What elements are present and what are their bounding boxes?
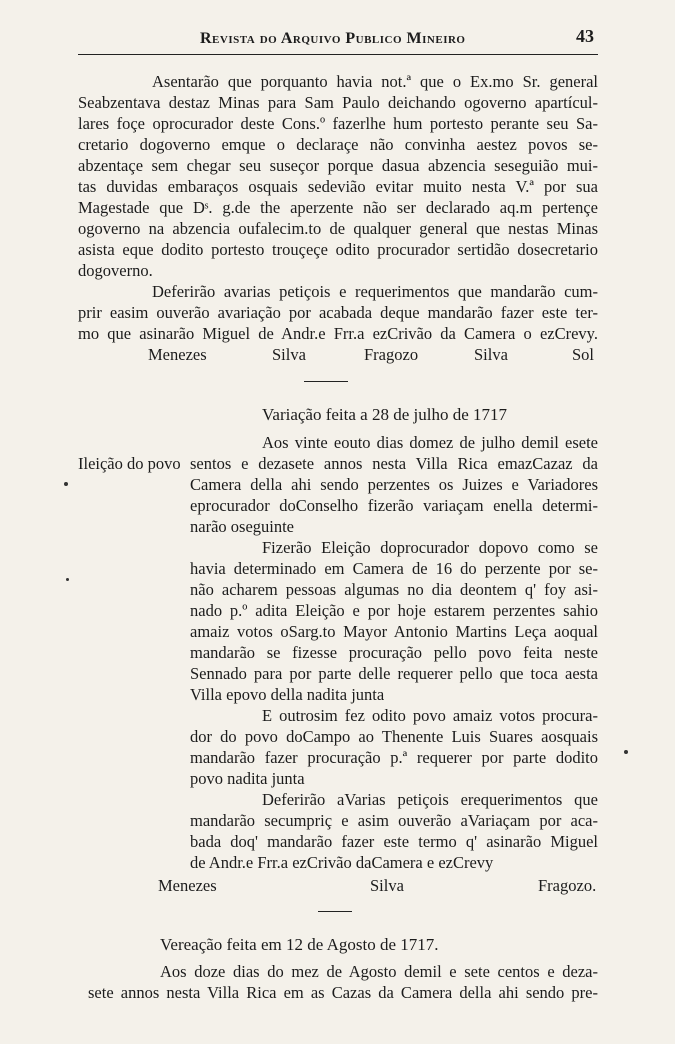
section-heading: Variação feita a 28 de julho de 1717 [262,405,507,424]
paragraph-line: E outrosim fez odito povo amaiz votos procura- [262,706,598,725]
journal-title: Revista do Arquivo Publico Mineiro [200,30,466,47]
paragraph-line: cretario dogoverno emque o declaraçe não convinha aestez povos se- [78,135,598,154]
paragraph-line: mandarão fazer procuração p.ª requerer por parte dodito [190,748,598,767]
section-divider [304,381,348,382]
paragraph-line: dor do povo doCampo ao Thenente Luis Suares aosquais [190,727,598,746]
paragraph-line: mandarão secumpriç e asim ouverão aVariaçam por aca- [190,811,598,830]
paragraph-line: Seabzentava destaz Minas para Sam Paulo deichando ogoverno apartícul- [78,93,598,112]
paragraph-line: mandarão se fizesse procuração pello povo feita neste [190,643,598,662]
signature: Sol [572,345,595,364]
paragraph-line: Asentarão que porquanto havia not.ª que o Ex.mo Sr. general [152,72,598,91]
paragraph-line: havia determinado em Camera de 16 do perzente por se- [190,559,598,578]
signature: Menezes [158,876,217,895]
paragraph-line: Aos doze dias do mez de Agosto demil e sete centos e deza- [160,962,598,981]
paragraph-line: Camera della ahi sendo perzentes os Juizes e Variadores [190,475,598,494]
paragraph-line: nado p.º adita Eleição e por hoje estarem perzentes sahio [190,601,598,620]
paragraph-line: sentos e dezasete annos nesta Villa Rica emazCazaz da [190,454,598,473]
paragraph-line: povo nadita junta [190,769,305,788]
paragraph-line: Deferirão avarias petiçois e requerimentos que mandarão cum- [152,282,598,301]
margin-speck [66,578,69,581]
signature: Fragozo. [538,876,597,895]
paragraph-line: sete annos nesta Villa Rica em as Cazas da Camera della ahi sendo pre- [88,983,598,1002]
signature: Silva [370,876,404,895]
paragraph-line: Magestade que Dˢ. g.de the aperzente não ser declarado aq.m pertençe [78,198,598,217]
paragraph-line: asista eque dodito portesto trouçeçe odito procurador sertidão dosecretario [78,240,598,259]
margin-note: Ileição do povo [78,454,181,473]
paragraph-line: prir easim ouverão avariação por acabada deque mandarão fazer este ter- [78,303,598,322]
margin-speck [64,482,68,486]
paragraph-line: de Andr.e Frr.a ezCrivão daCamera e ezCrevy [190,853,494,872]
paragraph-line: narão oseguinte [190,517,295,536]
paragraph-line: abzentaçe sem chegar seu suseçor porque dasua abzencia seseguião mui- [78,156,598,175]
paragraph-line: lares foçe oprocurador deste Cons.º fazerlhe hum portesto perante seu Sa- [78,114,598,133]
signature: Silva [272,345,306,364]
paragraph-line: bada doq' mandarão fazer este termo q' asinarão Miguel [190,832,598,851]
paragraph-line: Villa epovo della nadita junta [190,685,385,704]
paragraph-line: eprocurador doConselho fizerão variaçam enella determi- [190,496,598,515]
paragraph-line: ogoverno na abzencia oufalecim.to de qualquer general que nestas Minas [78,219,598,238]
running-header [78,24,598,55]
paragraph-line: tas duvidas embaraços osquais sedevião evitar muito nesta V.ª por sua [78,177,598,196]
section-heading: Vereação feita em 12 de Agosto de 1717. [160,935,439,954]
signature: Menezes [148,345,207,364]
paragraph-line: amaiz votos oSarg.to Mayor Antonio Martins Leça aoqual [190,622,598,641]
section-divider [318,911,352,912]
paragraph-line: Sennado para por parte delle requerer pello que toca aesta [190,664,598,683]
page-number: 43 [576,26,594,46]
paragraph-line: Fizerão Eleição doprocurador dopovo como se [262,538,598,557]
paragraph-line: mo que asinarão Miguel de Andr.e Frr.a ezCrivão da Camera o ezCrevy. [78,324,598,343]
paragraph-line: Aos vinte eouto dias domez de julho demil esete [262,433,598,452]
signature: Silva [474,345,508,364]
paragraph-line: não acharem pessoas algumas no dia deontem q' foy asi- [190,580,598,599]
margin-speck [624,750,628,754]
paragraph-line: dogoverno. [78,261,153,280]
paragraph-line: Deferirão aVarias petiçois erequerimentos que [262,790,598,809]
signature: Fragozo [364,345,419,364]
